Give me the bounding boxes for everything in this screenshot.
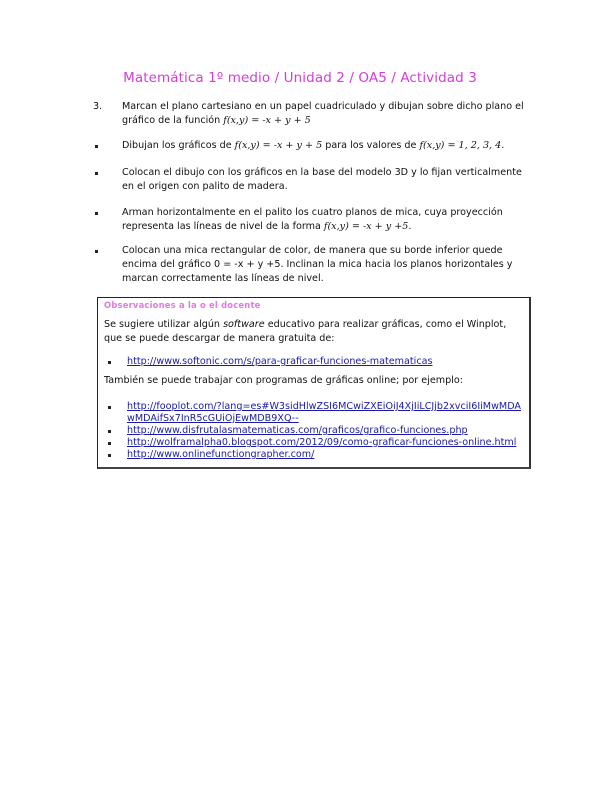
- step-text: Marcan el plano cartesiano en un papel cuadriculado y dibujan sobre dicho plano el gráfico de la función f(x,y) = -x + y + 5: [122, 101, 524, 126]
- page-title: Matemática 1º medio / Unidad 2 / OA5 / Actividad 3: [123, 70, 477, 86]
- onlinefunctiongrapher-link[interactable]: http://www.onlinefunctiongrapher.com/: [127, 449, 315, 460]
- bullet-icon: [93, 244, 113, 258]
- function-expression: f(x,y) = -x + y + 5: [234, 140, 323, 151]
- list-item: [93, 166, 533, 194]
- download-link-item: [108, 356, 522, 368]
- list-item-text: Colocan el dibujo con los gráficos en la base del modelo 3D y lo fijan verticalmente en el origen con palito de madera.: [122, 167, 522, 192]
- function-expression: f(x,y) = -x + y +5: [323, 221, 409, 232]
- disfrutalasmatematicas-link[interactable]: http://www.disfrutalasmatematicas.com/graficos/grafico-funciones.php: [127, 425, 468, 436]
- list-item-text: Dibujan los gráficos de f(x,y) = -x + y + 5 para los valores de f(x,y) = 1, 2, 3, 4.: [122, 140, 505, 151]
- bullet-icon: [108, 442, 111, 445]
- online-link-item: [108, 401, 522, 425]
- bullet-icon: [93, 139, 113, 153]
- function-expression: f(x,y) = -x + y + 5: [223, 115, 311, 126]
- online-intro: También se puede trabajar con programas de gráficas online; por ejemplo:: [104, 375, 463, 386]
- activity-step-3: [93, 100, 533, 128]
- online-link-item: [108, 449, 522, 461]
- list-item: [93, 244, 533, 286]
- fooplot-link[interactable]: http://fooplot.com/?lang=es#W3sidHlwZSI6MCwiZXEiOiJ4XjIiLCJjb2xvciI6IiMwMDAwMDAifSx7InR5cGUiOjEwMDB9XQ--: [127, 401, 521, 424]
- list-item: [93, 206, 533, 234]
- list-item: [93, 139, 533, 153]
- bullet-icon: [108, 361, 111, 364]
- bullet-icon: [108, 406, 111, 409]
- function-values: f(x,y) = 1, 2, 3, 4: [419, 140, 502, 151]
- softonic-link[interactable]: http://www.softonic.com/s/para-graficar-funciones-matematicas: [127, 356, 433, 367]
- list-item-text: Arman horizontalmente en el palito los cuatro planos de mica, cuya proyección representa las líneas de nivel de la forma f(x,y) = -x + y +5.: [122, 207, 503, 232]
- online-link-item: [108, 437, 522, 449]
- step-number: 3.: [93, 101, 103, 112]
- bullet-icon: [93, 206, 113, 220]
- bullet-icon: [93, 166, 113, 180]
- observations-intro: Se sugiere utilizar algún software educativo para realizar gráficas, como el Winplot, que se puede descargar de manera gratuita de:: [104, 319, 507, 344]
- observations-heading: Observaciones a la o el docente: [104, 300, 261, 310]
- list-item-text: Colocan una mica rectangular de color, de manera que su borde inferior quede encima del gráfico 0 = -x + y +5. Inclinan la mica hacia los planos horizontales y marcan correctamente las líneas de nivel.: [122, 245, 513, 284]
- wolframalpha-blog-link[interactable]: http://wolframalpha0.blogspot.com/2012/09/como-graficar-funciones-online.html: [127, 437, 517, 448]
- bullet-icon: [108, 454, 111, 457]
- bullet-icon: [108, 430, 111, 433]
- online-link-item: [108, 425, 522, 437]
- teacher-observations-box: [97, 297, 531, 469]
